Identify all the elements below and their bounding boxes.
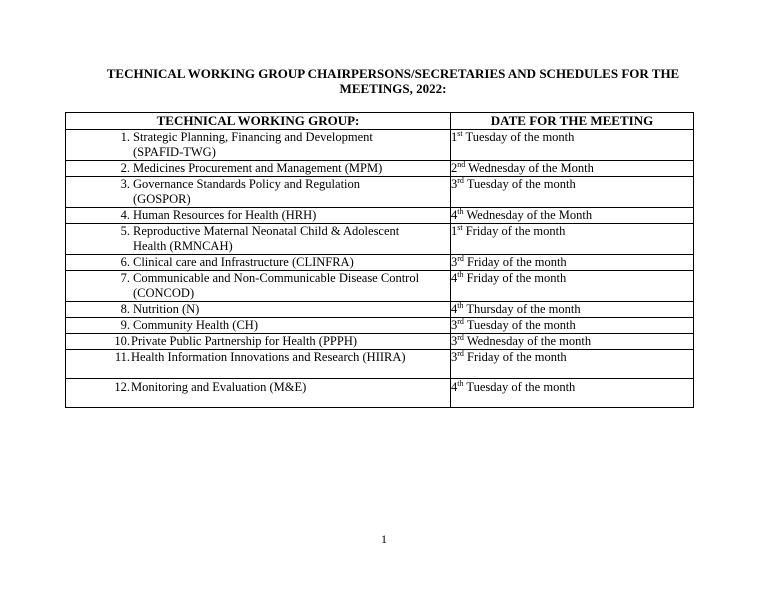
table-row xyxy=(66,161,694,177)
group-name: Communicable and Non-Communicable Disease Control (CONCOD) xyxy=(133,271,420,300)
group-name: Private Public Partnership for Health (PPPH) xyxy=(131,334,358,348)
row-number: 8. xyxy=(120,302,130,316)
group-cell xyxy=(66,161,451,177)
row-number: 10. xyxy=(114,334,130,348)
header-group: TECHNICAL WORKING GROUP: xyxy=(66,113,451,130)
table-row xyxy=(66,334,694,350)
date-cell: 3rd Wednesday of the month xyxy=(451,334,694,350)
group-cell xyxy=(66,271,451,302)
group-name: Governance Standards Policy and Regulation (GOSPOR) xyxy=(133,177,361,206)
group-name: Reproductive Maternal Neonatal Child & Adolescent Health (RMNCAH) xyxy=(133,224,400,253)
date-cell: 4th Friday of the month xyxy=(451,271,694,302)
table-row xyxy=(66,302,694,318)
date-cell: 3rd Tuesday of the month xyxy=(451,177,694,208)
row-number: 3. xyxy=(120,177,130,191)
date-cell: 2nd Wednesday of the Month xyxy=(451,161,694,177)
group-name: Medicines Procurement and Management (MPM) xyxy=(133,161,383,175)
row-number: 1. xyxy=(120,130,130,144)
group-name: Clinical care and Infrastructure (CLINFRA) xyxy=(133,255,354,269)
row-number: 6. xyxy=(120,255,130,269)
row-number: 5. xyxy=(120,224,130,238)
row-number: 12. xyxy=(114,380,130,394)
document-title xyxy=(60,66,726,96)
group-cell xyxy=(66,130,451,161)
table-row xyxy=(66,130,694,161)
group-cell xyxy=(66,208,451,224)
group-cell xyxy=(66,177,451,208)
group-cell xyxy=(66,350,451,379)
date-cell: 4th Tuesday of the month xyxy=(451,379,694,408)
row-number: 9. xyxy=(120,318,130,332)
twg-schedule-table xyxy=(65,112,694,408)
title-line-1: TECHNICAL WORKING GROUP CHAIRPERSONS/SECRETARIES AND SCHEDULES FOR THE xyxy=(106,66,680,81)
group-cell xyxy=(66,255,451,271)
table-row xyxy=(66,318,694,334)
date-cell: 3rd Friday of the month xyxy=(451,350,694,379)
group-name: Community Health (CH) xyxy=(133,318,258,332)
table-row xyxy=(66,177,694,208)
row-number: 2. xyxy=(120,161,130,175)
group-cell xyxy=(66,334,451,350)
date-cell: 4th Wednesday of the Month xyxy=(451,208,694,224)
row-number: 7. xyxy=(120,271,130,285)
date-cell: 3rd Tuesday of the month xyxy=(451,318,694,334)
table-row xyxy=(66,224,694,255)
page-number: 1 xyxy=(381,532,387,546)
group-cell xyxy=(66,379,451,408)
group-name: Nutrition (N) xyxy=(133,302,200,316)
row-number: 4. xyxy=(120,208,130,222)
table-row xyxy=(66,208,694,224)
header-date: DATE FOR THE MEETING xyxy=(451,113,694,130)
table-header-row xyxy=(66,113,694,130)
group-name: Strategic Planning, Financing and Development (SPAFID-TWG) xyxy=(133,130,373,159)
group-name: Health Information Innovations and Research (HIIRA) xyxy=(131,350,406,364)
table-row xyxy=(66,271,694,302)
group-cell xyxy=(66,224,451,255)
date-cell: 3rd Friday of the month xyxy=(451,255,694,271)
date-cell: 1st Tuesday of the month xyxy=(451,130,694,161)
table-row xyxy=(66,379,694,408)
date-cell: 1st Friday of the month xyxy=(451,224,694,255)
date-cell: 4th Thursday of the month xyxy=(451,302,694,318)
row-number: 11. xyxy=(114,350,130,364)
group-cell xyxy=(66,318,451,334)
group-cell xyxy=(66,302,451,318)
table-row xyxy=(66,350,694,379)
title-line-2: MEETINGS, 2022: xyxy=(339,81,447,96)
group-name: Human Resources for Health (HRH) xyxy=(133,208,317,222)
table-row xyxy=(66,255,694,271)
group-name: Monitoring and Evaluation (M&E) xyxy=(131,380,307,394)
